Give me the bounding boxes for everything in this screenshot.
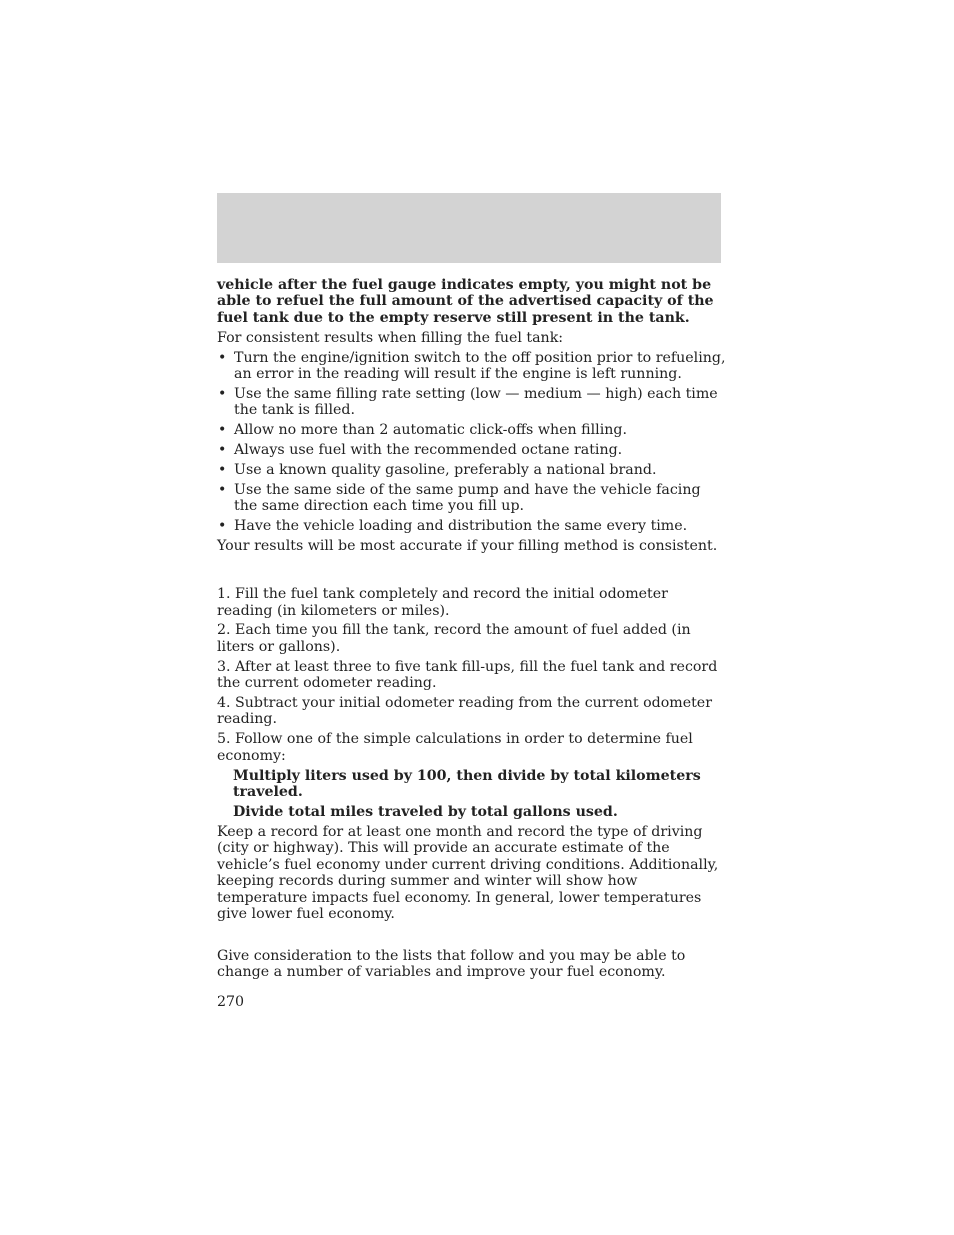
bullet-icon: • — [218, 442, 227, 459]
page-content — [217, 277, 727, 1010]
accuracy-note: Your results will be most accurate if your filling method is consistent. — [217, 538, 718, 555]
step-item: 1. Fill the fuel tank completely and record the initial odometer reading (in kilometers or miles). — [217, 586, 668, 619]
list-item-text: Use the same side of the same pump and have the vehicle facing the same direction each time you fill up. — [234, 481, 701, 515]
page-number: 270 — [217, 993, 245, 1010]
list-item-text: Use the same filling rate setting (low — medium — high) each time the tank is filled. — [234, 385, 718, 419]
record-keeping-paragraph: Keep a record for at least one month and record the type of driving (city or highway). This will provide an accurate estimate of the vehicle’s fuel economy under current driving conditions. Additionally, keeping records during summer and winter will show how temperature impacts fuel economy. In general, lower temperatures give lower fuel economy. — [217, 823, 719, 922]
bullet-icon: • — [218, 462, 227, 479]
bullet-icon: • — [218, 481, 227, 498]
step-item: 5. Follow one of the simple calculations in order to determine fuel economy: — [217, 731, 693, 764]
list-item-text: Turn the engine/ignition switch to the off position prior to refueling, an error in the reading will result if the engine is left running. — [234, 349, 726, 383]
consistent-results-intro: For consistent results when filling the fuel tank: — [217, 329, 564, 346]
bullet-icon: • — [218, 385, 227, 402]
list-item-text: Use a known quality gasoline, preferably a national brand. — [234, 462, 657, 479]
list-item — [217, 350, 727, 383]
consideration-paragraph: Give consideration to the lists that follow and you may be able to change a number of variables and improve your fuel economy. — [217, 947, 686, 981]
list-item-text: Have the vehicle loading and distribution the same every time. — [234, 518, 688, 535]
metric-formula: Multiply liters used by 100, then divide by total kilometers traveled. — [233, 767, 701, 801]
filling-tips-list — [217, 350, 727, 535]
list-item — [217, 422, 727, 438]
step-item: 4. Subtract your initial odometer reading from the current odometer reading. — [217, 695, 712, 728]
bullet-icon: • — [218, 349, 227, 366]
step-item: 2. Each time you fill the tank, record the amount of fuel added (in liters or gallons). — [217, 622, 691, 655]
bullet-icon: • — [218, 518, 227, 535]
section-spacer — [217, 558, 727, 586]
step-item: 3. After at least three to five tank fill-ups, fill the fuel tank and record the current odometer reading. — [217, 658, 718, 692]
list-item — [217, 462, 727, 478]
list-item — [217, 442, 727, 458]
bullet-icon: • — [218, 422, 227, 439]
section-header-band — [217, 193, 721, 263]
list-item — [217, 482, 727, 515]
empty-reserve-warning: vehicle after the fuel gauge indicates empty, you might not be able to refuel the full amount of the advertised capacity of the fuel tank due to the empty reserve still present in the tank. — [217, 277, 714, 326]
list-item-text: Always use fuel with the recommended octane rating. — [234, 442, 623, 459]
imperial-formula: Divide total miles traveled by total gallons used. — [233, 803, 618, 820]
list-item — [217, 518, 727, 534]
list-item — [217, 386, 727, 419]
section-spacer — [217, 926, 727, 948]
calculation-steps — [217, 586, 727, 764]
list-item-text: Allow no more than 2 automatic click-offs when filling. — [234, 422, 627, 439]
